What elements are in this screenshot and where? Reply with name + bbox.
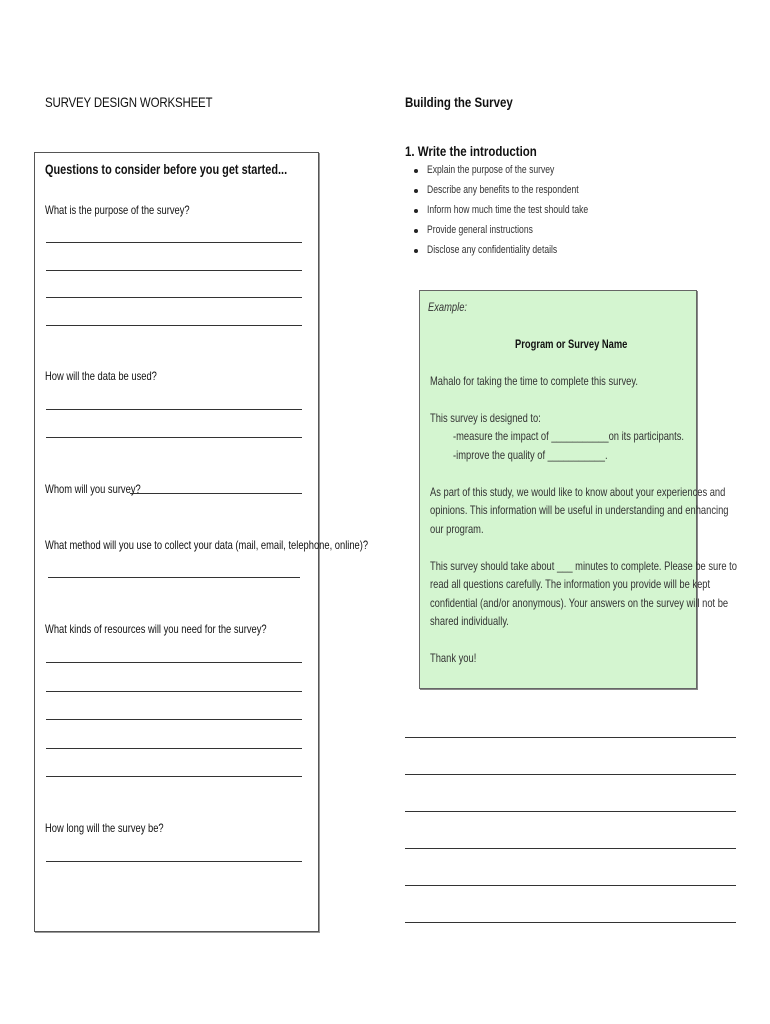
writing-line[interactable] [405,811,736,812]
bullet-icon [414,189,418,193]
question-resources: What kinds of resources will you need for the survey? [45,622,267,636]
question-data-use: How will the data be used? [45,369,157,383]
writing-line[interactable] [405,922,736,923]
answer-line[interactable] [48,577,300,578]
example-paragraph-line: confidential (and/or anonymous). Your answers on the survey will not be [430,596,729,610]
answer-line[interactable] [46,861,302,862]
answer-line[interactable] [46,719,302,720]
writing-line[interactable] [405,848,736,849]
answer-line[interactable] [46,691,302,692]
example-paragraph-line: opinions. This information will be useful in understanding and enhancing [430,503,729,517]
writing-line[interactable] [405,885,736,886]
example-paragraph-line: read all questions carefully. The information you provide will be kept [430,577,711,591]
write-introduction-heading: 1. Write the introduction [405,143,537,159]
example-measure: -measure the impact of ___________on its participants. [453,429,685,443]
example-paragraph-line: This survey should take about ___ minutes to complete. Please be sure to [430,559,737,573]
example-thanks-line: Mahalo for taking the time to complete this survey. [430,374,638,388]
questions-box-heading: Questions to consider before you get started... [45,161,288,177]
answer-line[interactable] [46,409,302,410]
question-method: What method will you use to collect your data (mail, email, telephone, online)? [45,538,369,552]
program-name: Program or Survey Name [515,337,628,351]
example-paragraph-line: our program. [430,522,484,536]
building-survey-heading: Building the Survey [405,94,513,110]
writing-line[interactable] [405,737,736,738]
example-improve: -improve the quality of ___________. [453,448,608,462]
answer-line[interactable] [46,437,302,438]
answer-line[interactable] [46,776,302,777]
answer-line[interactable] [46,270,302,271]
example-closing: Thank you! [430,651,477,665]
question-length: How long will the survey be? [45,821,164,835]
bullet-icon [414,229,418,233]
question-purpose: What is the purpose of the survey? [45,203,190,217]
example-paragraph-line: As part of this study, we would like to know about your experiences and [430,485,726,499]
answer-line[interactable] [46,662,302,663]
bullet-icon [414,249,418,253]
bullet-icon [414,169,418,173]
example-paragraph-line: shared individually. [430,614,509,628]
answer-line[interactable] [46,297,302,298]
question-whom: Whom will you survey? [45,482,141,496]
answer-line[interactable] [46,242,302,243]
bullet-icon [414,209,418,213]
answer-line[interactable] [46,748,302,749]
answer-line[interactable] [46,325,302,326]
example-introduction-box [419,290,737,689]
writing-line[interactable] [405,774,736,775]
example-designed: This survey is designed to: [430,411,541,425]
answer-line[interactable] [130,493,302,494]
document-title: SURVEY DESIGN WORKSHEET [45,94,213,110]
example-label: Example: [428,300,468,314]
